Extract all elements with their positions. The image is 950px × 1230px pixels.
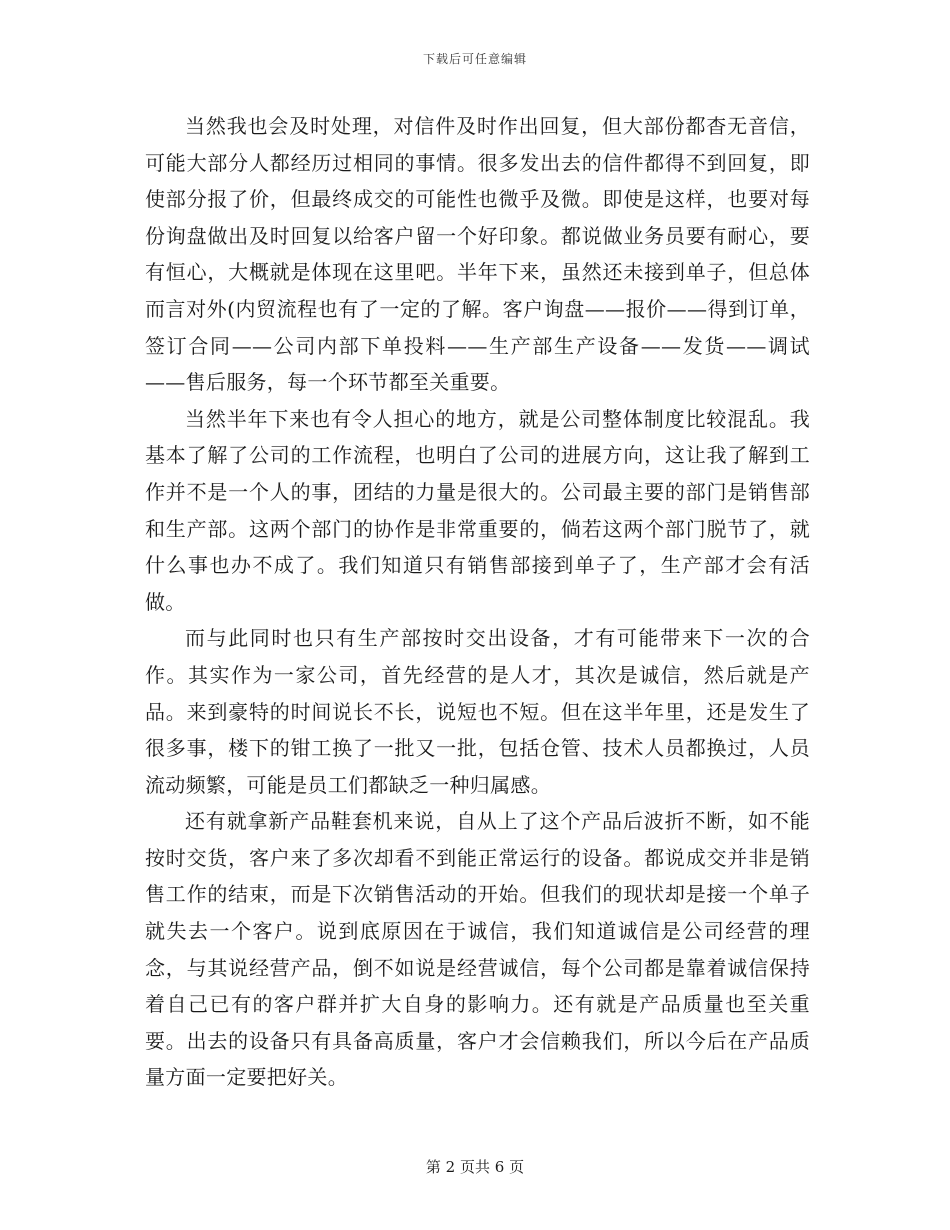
document-body xyxy=(145,108,810,1096)
page-number: 第 2 页共 6 页 xyxy=(425,1158,525,1176)
page-header: 下载后可任意编辑 xyxy=(422,52,527,66)
paragraph-2: 当然半年下来也有令人担心的地方，就是公司整体制度比较混乱。我基本了解了公司的工作流程，也明白了公司的进展方向，这让我了解到工作并不是一个人的事，团结的力量是很大的。公司最主要的部门是销售部和生产部。这两个部门的协作是非常重要的，倘若这两个部门脱节了，就什么事也办不成了。我们知道只有销售部接到单子了，生产部才会有活做。 xyxy=(145,406,810,614)
paragraph-3: 而与此同时也只有生产部按时交出设备，才有可能带来下一次的合作。其实作为一家公司，首先经营的是人才，其次是诚信，然后就是产品。来到豪特的时间说长不长，说短也不短。但在这半年里，还是发生了很多事，楼下的钳工换了一批又一批，包括仓管、技术人员都换过，人员流动频繁，可能是员工们都缺乏一种归属感。 xyxy=(145,626,810,797)
paragraph-1: 当然我也会及时处理，对信件及时作出回复，但大部份都杳无音信，可能大部分人都经历过相同的事情。很多发出去的信件都得不到回复，即使部分报了价，但最终成交的可能性也微乎及微。即使是这样，也要对每份询盘做出及时回复以给客户留一个好印象。都说做业务员要有耐心，要有恒心，大概就是体现在这里吧。半年下来，虽然还未接到单子，但总体而言对外(内贸流程也有了一定的了解。客户询盘——报价——得到订单，签订合同——公司内部下单投料——生产部生产设备——发货——调试——售后服务，每一个环节都至关重要。 xyxy=(145,114,810,395)
paragraph-4: 还有就拿新产品鞋套机来说，自从上了这个产品后波折不断，如不能按时交货，客户来了多次却看不到能正常运行的设备。都说成交并非是销售工作的结束，而是下次销售活动的开始。但我们的现状却是接一个单子就失去一个客户。说到底原因在于诚信，我们知道诚信是公司经营的理念，与其说经营产品，倒不如说是经营诚信，每个公司都是靠着诚信保持着自己已有的客户群并扩大自身的影响力。还有就是产品质量也至关重要。出去的设备只有具备高质量，客户才会信赖我们，所以今后在产品质量方面一定要把好关。 xyxy=(145,809,810,1090)
